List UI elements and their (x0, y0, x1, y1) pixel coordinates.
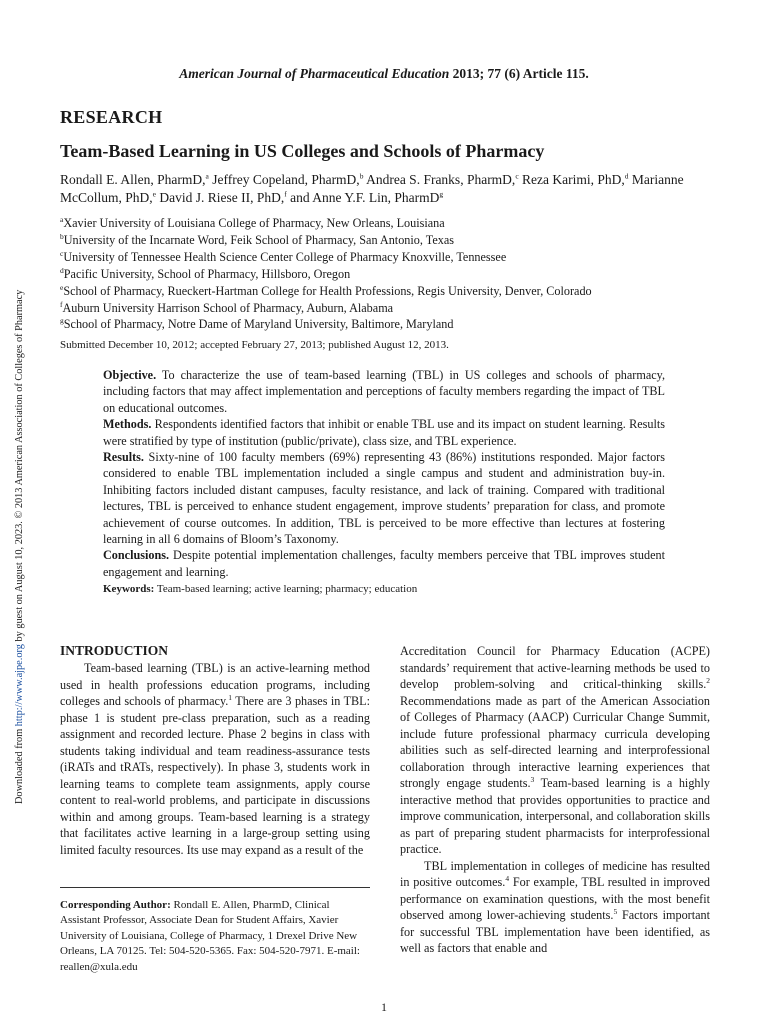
affiliation-item (60, 232, 720, 249)
affiliation-item (60, 249, 720, 266)
affiliation-marker: b (60, 231, 64, 241)
affiliation-marker: g (60, 316, 64, 326)
journal-header (0, 66, 768, 82)
abstract-conclusions: Conclusions. Despite potential implementation challenges, faculty members perceive that TBL improves student engagement and learning. (103, 548, 665, 579)
download-sidebar (6, 216, 25, 804)
page-number: 1 (381, 1000, 387, 1014)
author-name: Jeffrey Copeland, PharmD, (212, 172, 360, 187)
author-name: Andrea S. Franks, PharmD, (366, 172, 516, 187)
author-name: and Anne Y.F. Lin, PharmD (290, 190, 440, 205)
affiliation-text: Auburn University Harrison School of Pharmacy, Auburn, Alabama (62, 300, 394, 315)
intro-paragraph-2: TBL implementation in colleges of medicine has resulted in positive outcomes.$^4$ For example, TBL resulted in improved performance on examination questions, with the most benefit observed among lower-achieving students.$^5$ Factors important for successful TBL implementation have been identified, as well as factors that enable and (400, 858, 711, 955)
right-column (400, 643, 710, 957)
download-notice: Downloaded from http://www.ajpe.org by guest on August 10, 2023. © 2013 American Association of Colleges of Pharmacy (14, 289, 25, 804)
author-name: Reza Karimi, PhD, (522, 172, 625, 187)
affiliation-text: Xavier University of Louisiana College of Pharmacy, New Orleans, Louisiana (63, 216, 445, 230)
affiliation-item (60, 283, 720, 300)
intro-paragraph-1: Team-based learning (TBL) is an active-learning method used in health professions education programs, including colleges and schools of pharmacy.$^1$ There are 3 phases in TBL: phase 1 is student pre-class preparation, such as a reading assignment and recorded lecture. Phase 2 begins in class with students taking individual and team readiness-assurance tests (iRATs and tRATs, respectively). In phase 3, students work in learning teams to complete team assignments, apply course content to real-world problems, and participate in discussions within and among groups. Team-based learning is a strategy that facilitates active learning in a large-group setting using limited faculty resources. Its use may expand as a result of the (60, 661, 370, 857)
author-name: Marianne McCollum, PhD, (60, 172, 684, 205)
footnote-divider (60, 887, 370, 888)
ajpe-link[interactable]: http://www.ajpe.org (14, 644, 25, 727)
affiliation-text: University of the Incarnate Word, Feik School of Pharmacy, San Antonio, Texas (63, 232, 454, 247)
keywords: Keywords: Team-based learning; active learning; pharmacy; education (103, 583, 418, 596)
article-title: Team-Based Learning in US Colleges and Schools of Pharmacy (60, 141, 545, 161)
corresponding-label: Corresponding Author: (60, 899, 171, 911)
affiliation-item (60, 215, 720, 232)
affiliation-marker: e (60, 282, 64, 292)
affiliation-marker: c (60, 248, 64, 258)
affiliation-marker: a (60, 214, 64, 224)
intro-heading: INTRODUCTION (60, 643, 169, 658)
corresponding-details: Rondall E. Allen, PharmD, Clinical Assistant Professor, Associate Dean for Student Affairs, Xavier University of Louisiana, College of Pharmacy, 1 Drexel Drive New Orleans, LA 70125. Tel: 504-520-5365. Fax: 504-520-7971. E-mail: reallen@xula.edu (60, 899, 360, 973)
affiliation-marker: d (60, 265, 64, 275)
abstract (103, 367, 665, 598)
author-affiliation-marker: a (205, 171, 209, 181)
affiliation-text: Pacific University, School of Pharmacy, Hillsboro, Oregon (63, 266, 351, 281)
left-column (60, 642, 370, 858)
journal-citation: 2013; 77 (6) Article 115. (452, 66, 589, 81)
abstract-objective: Objective. To characterize the use of team-based learning (TBL) in US colleges and schools of pharmacy, including factors that may affect implementation and perceptions of faculty members regarding the impact of TBL on educational outcomes. (103, 368, 665, 415)
author-affiliation-marker: f (284, 189, 287, 199)
author-affiliation-marker: c (515, 171, 519, 181)
affiliation-item (60, 316, 720, 333)
author-name: David J. Riese II, PhD, (159, 190, 285, 205)
author-affiliation-marker: d (624, 171, 629, 181)
affiliation-list (60, 215, 720, 333)
abstract-methods: Methods. Respondents identified factors that inhibit or enable TBL use and its impact on student learning. Results were stratified by type of institution (public/private), class size, and TBL experience. (103, 417, 665, 448)
affiliation-text: School of Pharmacy, Notre Dame of Maryland University, Baltimore, Maryland (63, 317, 454, 332)
abstract-results: Results. Sixty-nine of 100 faculty members (69%) representing 43 (86%) institutions responded. Major factors considered to enable TBL implementation included a single campus and student and administration buy-in. Inhibiting factors included distant campuses, faculty resistance, and lack of training. Compared with traditional lectures, TBL is perceived to enhance student engagement, improve students’ preparation for class, and promote achievement of course outcomes. In addition, TBL is perceived to be more effective than lectures at fostering learning in all 6 domains of Bloom’s Taxonomy. (103, 450, 665, 547)
affiliation-item (60, 266, 720, 283)
affiliation-text: School of Pharmacy, Rueckert-Hartman College for Health Professions, Regis University, Denver, Colorado (63, 283, 592, 298)
corresponding-author (60, 898, 370, 975)
journal-name: American Journal of Pharmaceutical Education (179, 66, 450, 81)
author-list (60, 171, 720, 207)
author-affiliation-marker: g (439, 189, 444, 199)
intro-paragraph-1-cont: Accreditation Council for Pharmacy Education (ACPE) standards’ requirement that active-learning methods be used to develop problem-solving and critical-thinking skills.$^2$ Recommendations made as part of the American Association of Colleges of Pharmacy (AACP) Curricular Change Summit, include future professional pharmacy curricula developing abilities such as self-directed learning and interprofessional collaboration through interactive learning experiences that strongly engage students.$^3$ Team-based learning is a highly interactive method that provides opportunities to practice and improve communication, interpersonal, and collaboration skills as part of preparing student pharmacists for interprofessional practice. (400, 644, 710, 856)
submission-dates: Submitted December 10, 2012; accepted February 27, 2013; published August 12, 2013. (60, 339, 449, 351)
author-affiliation-marker: e (152, 189, 156, 199)
affiliation-text: University of Tennessee Health Science Center College of Pharmacy Knoxville, Tennessee (63, 249, 507, 264)
affiliation-item (60, 300, 720, 317)
author-name: Rondall E. Allen, PharmD, (60, 172, 206, 187)
author-affiliation-marker: b (359, 171, 364, 181)
section-label: RESEARCH (60, 107, 163, 127)
affiliation-marker: f (60, 299, 63, 309)
